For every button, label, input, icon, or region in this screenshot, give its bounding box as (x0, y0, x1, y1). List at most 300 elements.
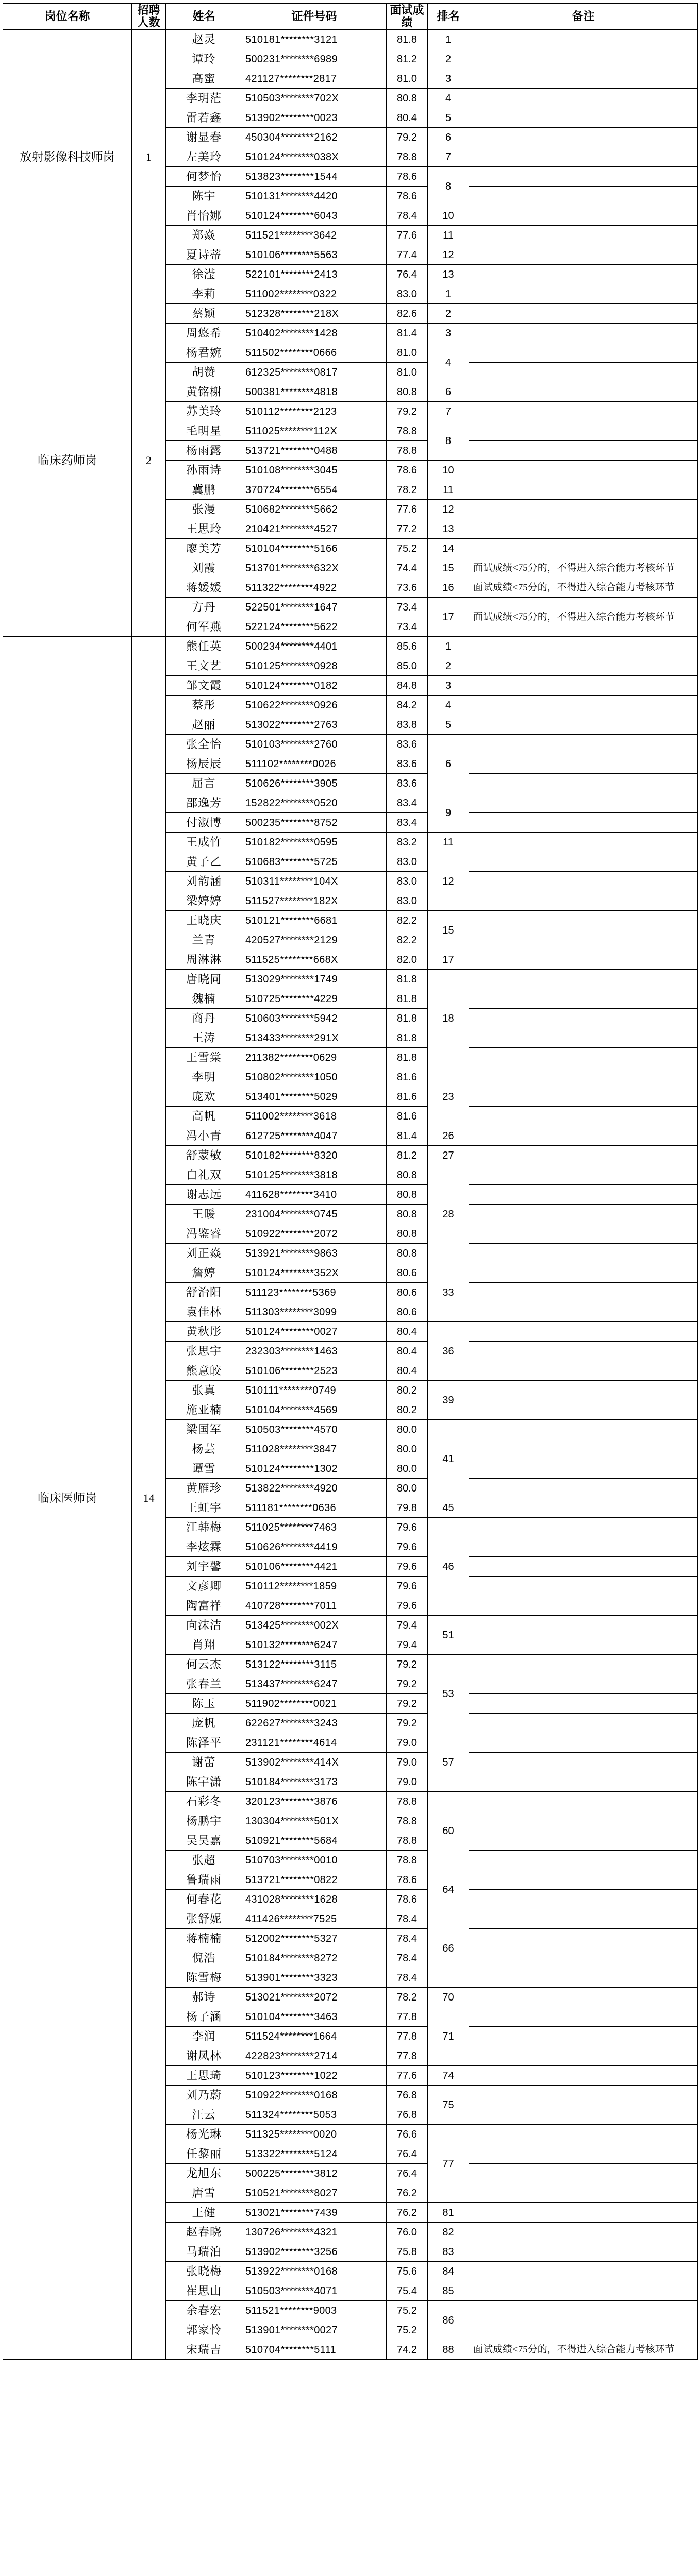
id-number-cell: 510704********5111 (242, 2340, 387, 2360)
rank-cell: 45 (428, 1498, 469, 1518)
candidate-name-cell: 庞欢 (166, 1087, 242, 1107)
candidate-name-cell: 黄铭榭 (166, 382, 242, 402)
interview-score-cell: 78.6 (387, 187, 428, 206)
rank-cell: 5 (428, 715, 469, 735)
id-number-cell: 510181********3121 (242, 30, 387, 49)
rank-cell: 10 (428, 206, 469, 226)
id-number-cell: 411426********7525 (242, 1909, 387, 1929)
interview-score-cell: 75.2 (387, 2301, 428, 2320)
id-number-cell: 510182********8320 (242, 1146, 387, 1165)
id-number-cell: 511181********0636 (242, 1498, 387, 1518)
candidate-name-cell: 屈言 (166, 774, 242, 793)
interview-score-cell: 75.2 (387, 2320, 428, 2340)
id-number-cell: 522124********5622 (242, 617, 387, 637)
id-number-cell: 231121********4614 (242, 1733, 387, 1753)
interview-score-cell: 80.8 (387, 1244, 428, 1263)
interview-score-cell: 76.6 (387, 2125, 428, 2144)
note-cell (469, 1322, 698, 1342)
interview-score-cell: 80.6 (387, 1263, 428, 1283)
id-number-cell: 510921********5684 (242, 1831, 387, 1851)
rank-cell: 3 (428, 324, 469, 343)
note-cell (469, 1616, 698, 1635)
note-cell (469, 1811, 698, 1831)
note-cell (469, 1948, 698, 1968)
id-number-cell: 510106********5563 (242, 245, 387, 265)
candidate-name-cell: 张真 (166, 1381, 242, 1400)
interview-score-cell: 79.6 (387, 1577, 428, 1596)
rank-cell: 15 (428, 558, 469, 578)
note-cell (469, 2183, 698, 2203)
interview-score-cell: 77.6 (387, 226, 428, 245)
note-cell (469, 1146, 698, 1165)
id-number-cell: 513823********1544 (242, 167, 387, 187)
id-number-cell: 510121********6681 (242, 911, 387, 930)
candidate-name-cell: 詹婷 (166, 1263, 242, 1283)
id-number-cell: 510503********4071 (242, 2281, 387, 2301)
candidate-name-cell: 黄子乙 (166, 852, 242, 872)
header-score: 面试成绩 (387, 4, 428, 30)
candidate-name-cell: 蒋媛媛 (166, 578, 242, 598)
candidate-name-cell: 梁婷婷 (166, 891, 242, 911)
note-cell (469, 167, 698, 187)
id-number-cell: 511322********4922 (242, 578, 387, 598)
candidate-name-cell: 谭雪 (166, 1459, 242, 1479)
interview-score-cell: 83.0 (387, 852, 428, 872)
candidate-name-cell: 刘宇馨 (166, 1557, 242, 1577)
candidate-name-cell: 杨光琳 (166, 2125, 242, 2144)
id-number-cell: 511502********0666 (242, 343, 387, 363)
id-number-cell: 510402********1428 (242, 324, 387, 343)
rank-cell: 82 (428, 2223, 469, 2242)
note-cell: 面试成绩<75分的，不得进入综合能力考核环节 (469, 2340, 698, 2360)
candidate-name-cell: 王文艺 (166, 656, 242, 676)
note-cell (469, 1772, 698, 1792)
candidate-name-cell: 杨芸 (166, 1439, 242, 1459)
candidate-name-cell: 谭玲 (166, 49, 242, 69)
interview-score-cell: 77.8 (387, 2007, 428, 2027)
note-cell (469, 1518, 698, 1537)
note-cell (469, 1420, 698, 1439)
note-cell: 面试成绩<75分的，不得进入综合能力考核环节 (469, 598, 698, 637)
note-cell (469, 1635, 698, 1655)
interview-score-cell: 78.8 (387, 421, 428, 441)
note-cell (469, 950, 698, 970)
id-number-cell: 511123********5369 (242, 1283, 387, 1302)
interview-score-cell: 75.2 (387, 539, 428, 558)
interview-score-cell: 76.2 (387, 2183, 428, 2203)
interview-score-cell: 79.2 (387, 128, 428, 147)
note-cell: 面试成绩<75分的，不得进入综合能力考核环节 (469, 558, 698, 578)
interview-score-cell: 81.0 (387, 363, 428, 382)
id-number-cell: 510503********702X (242, 89, 387, 108)
note-cell (469, 2144, 698, 2164)
interview-score-cell: 77.4 (387, 245, 428, 265)
interview-score-cell: 81.4 (387, 324, 428, 343)
id-number-cell: 510626********4419 (242, 1537, 387, 1557)
note-cell (469, 1714, 698, 1733)
rank-cell: 10 (428, 461, 469, 480)
interview-score-cell: 83.4 (387, 813, 428, 833)
id-number-cell: 421127********2817 (242, 69, 387, 89)
interview-score-cell: 83.6 (387, 754, 428, 774)
id-number-cell: 450304********2162 (242, 128, 387, 147)
note-cell (469, 696, 698, 715)
candidate-name-cell: 魏楠 (166, 989, 242, 1009)
candidate-name-cell: 刘霞 (166, 558, 242, 578)
candidate-name-cell: 兰青 (166, 930, 242, 950)
note-cell: 面试成绩<75分的，不得进入综合能力考核环节 (469, 578, 698, 598)
rank-cell: 83 (428, 2242, 469, 2262)
rank-cell: 8 (428, 421, 469, 461)
id-number-cell: 511025********7463 (242, 1518, 387, 1537)
interview-score-cell: 78.8 (387, 1792, 428, 1811)
candidate-name-cell: 赵春晓 (166, 2223, 242, 2242)
id-number-cell: 511527********182X (242, 891, 387, 911)
candidate-name-cell: 陶富祥 (166, 1596, 242, 1616)
candidate-name-cell: 郝诗 (166, 1988, 242, 2007)
note-cell (469, 1831, 698, 1851)
interview-results-table (3, 3, 698, 2360)
note-cell (469, 1479, 698, 1498)
candidate-name-cell: 舒治阳 (166, 1283, 242, 1302)
note-cell (469, 1694, 698, 1714)
note-cell (469, 1498, 698, 1518)
note-cell (469, 1988, 698, 2007)
interview-score-cell: 75.8 (387, 2242, 428, 2262)
candidate-name-cell: 高蜜 (166, 69, 242, 89)
candidate-name-cell: 何云杰 (166, 1655, 242, 1674)
rank-cell: 1 (428, 284, 469, 304)
interview-score-cell: 80.2 (387, 1381, 428, 1400)
id-number-cell: 130726********4321 (242, 2223, 387, 2242)
candidate-name-cell: 倪浩 (166, 1948, 242, 1968)
candidate-name-cell: 赵丽 (166, 715, 242, 735)
note-cell (469, 519, 698, 539)
candidate-name-cell: 王思琦 (166, 2066, 242, 2086)
interview-score-cell: 79.2 (387, 1694, 428, 1714)
candidate-name-cell: 冯小青 (166, 1126, 242, 1146)
interview-score-cell: 78.4 (387, 1929, 428, 1948)
id-number-cell: 510124********0027 (242, 1322, 387, 1342)
note-cell (469, 461, 698, 480)
interview-score-cell: 80.4 (387, 1322, 428, 1342)
interview-score-cell: 79.4 (387, 1635, 428, 1655)
candidate-name-cell: 舒蒙敏 (166, 1146, 242, 1165)
note-cell (469, 852, 698, 872)
candidate-name-cell: 肖翔 (166, 1635, 242, 1655)
header-note: 备注 (469, 4, 698, 30)
note-cell (469, 1028, 698, 1048)
candidate-name-cell: 王雪棠 (166, 1048, 242, 1067)
interview-score-cell: 80.2 (387, 1400, 428, 1420)
candidate-name-cell: 唐雪 (166, 2183, 242, 2203)
candidate-name-cell: 邹文霞 (166, 676, 242, 696)
interview-score-cell: 79.6 (387, 1518, 428, 1537)
candidate-name-cell: 熊任英 (166, 637, 242, 656)
header-name: 姓名 (166, 4, 242, 30)
id-number-cell: 510682********5662 (242, 500, 387, 519)
id-number-cell: 231004********0745 (242, 1205, 387, 1224)
id-number-cell: 510124********352X (242, 1263, 387, 1283)
note-cell (469, 1909, 698, 1929)
id-number-cell: 510503********4570 (242, 1420, 387, 1439)
id-number-cell: 513401********5029 (242, 1087, 387, 1107)
candidate-name-cell: 蔡颖 (166, 304, 242, 324)
interview-score-cell: 83.4 (387, 793, 428, 813)
note-cell (469, 147, 698, 167)
note-cell (469, 2105, 698, 2125)
note-cell (469, 1753, 698, 1772)
rank-cell: 64 (428, 1870, 469, 1909)
note-cell (469, 1596, 698, 1616)
rank-cell: 7 (428, 402, 469, 421)
interview-score-cell: 81.8 (387, 989, 428, 1009)
note-cell (469, 304, 698, 324)
id-number-cell: 511524********1664 (242, 2027, 387, 2046)
rank-cell: 8 (428, 167, 469, 206)
rank-cell: 88 (428, 2340, 469, 2360)
note-cell (469, 265, 698, 284)
rank-cell: 13 (428, 265, 469, 284)
rank-cell: 3 (428, 676, 469, 696)
id-number-cell: 513701********632X (242, 558, 387, 578)
id-number-cell: 511325********0020 (242, 2125, 387, 2144)
rank-cell: 26 (428, 1126, 469, 1146)
id-number-cell: 500234********4401 (242, 637, 387, 656)
id-number-cell: 500225********3812 (242, 2164, 387, 2183)
id-number-cell: 510683********5725 (242, 852, 387, 872)
header-id-number: 证件号码 (242, 4, 387, 30)
note-cell (469, 1439, 698, 1459)
note-cell (469, 69, 698, 89)
candidate-name-cell: 刘韵涵 (166, 872, 242, 891)
interview-score-cell: 81.8 (387, 1028, 428, 1048)
interview-score-cell: 77.6 (387, 2066, 428, 2086)
rank-cell: 5 (428, 108, 469, 128)
rank-cell: 1 (428, 30, 469, 49)
rank-cell: 33 (428, 1263, 469, 1322)
candidate-name-cell: 雷若鑫 (166, 108, 242, 128)
interview-score-cell: 80.0 (387, 1479, 428, 1498)
id-number-cell: 513721********0488 (242, 441, 387, 461)
id-number-cell: 510922********2072 (242, 1224, 387, 1244)
interview-score-cell: 78.6 (387, 461, 428, 480)
id-number-cell: 500235********8752 (242, 813, 387, 833)
interview-score-cell: 76.8 (387, 2086, 428, 2105)
candidate-name-cell: 冯鉴睿 (166, 1224, 242, 1244)
candidate-name-cell: 杨鹏宇 (166, 1811, 242, 1831)
candidate-name-cell: 陈泽平 (166, 1733, 242, 1753)
id-number-cell: 431028********1628 (242, 1890, 387, 1909)
id-number-cell: 513902********0023 (242, 108, 387, 128)
interview-score-cell: 73.4 (387, 617, 428, 637)
interview-score-cell: 79.2 (387, 1674, 428, 1694)
id-number-cell: 500381********4818 (242, 382, 387, 402)
id-number-cell: 513425********002X (242, 1616, 387, 1635)
interview-score-cell: 78.4 (387, 206, 428, 226)
note-cell (469, 480, 698, 500)
interview-score-cell: 80.0 (387, 1420, 428, 1439)
header-row (3, 4, 698, 30)
id-number-cell: 512002********5327 (242, 1929, 387, 1948)
rank-cell: 23 (428, 1067, 469, 1126)
note-cell (469, 1968, 698, 1988)
interview-score-cell: 80.4 (387, 1342, 428, 1361)
id-number-cell: 510104********3463 (242, 2007, 387, 2027)
rank-cell: 6 (428, 128, 469, 147)
id-number-cell: 511002********0322 (242, 284, 387, 304)
interview-score-cell: 76.4 (387, 265, 428, 284)
id-number-cell: 510725********4229 (242, 989, 387, 1009)
interview-score-cell: 75.4 (387, 2281, 428, 2301)
candidate-name-cell: 庞帆 (166, 1714, 242, 1733)
interview-score-cell: 83.8 (387, 715, 428, 735)
rank-cell: 39 (428, 1381, 469, 1420)
candidate-name-cell: 王涛 (166, 1028, 242, 1048)
header-rank: 排名 (428, 4, 469, 30)
interview-score-cell: 81.8 (387, 30, 428, 49)
interview-score-cell: 83.6 (387, 774, 428, 793)
note-cell (469, 2007, 698, 2027)
candidate-name-cell: 李润 (166, 2027, 242, 2046)
id-number-cell: 510182********0595 (242, 833, 387, 852)
rank-cell: 11 (428, 480, 469, 500)
interview-score-cell: 78.4 (387, 1948, 428, 1968)
id-number-cell: 510521********8027 (242, 2183, 387, 2203)
candidate-name-cell: 杨雨露 (166, 441, 242, 461)
id-number-cell: 510125********3818 (242, 1165, 387, 1185)
id-number-cell: 622627********3243 (242, 1714, 387, 1733)
note-cell (469, 774, 698, 793)
candidate-name-cell: 石彩冬 (166, 1792, 242, 1811)
interview-score-cell: 78.8 (387, 1831, 428, 1851)
id-number-cell: 511303********3099 (242, 1302, 387, 1322)
interview-score-cell: 80.0 (387, 1459, 428, 1479)
id-number-cell: 510703********0010 (242, 1851, 387, 1870)
candidate-name-cell: 蒋楠楠 (166, 1929, 242, 1948)
interview-score-cell: 77.8 (387, 2027, 428, 2046)
id-number-cell: 420527********2129 (242, 930, 387, 950)
note-cell (469, 813, 698, 833)
interview-score-cell: 81.2 (387, 49, 428, 69)
interview-score-cell: 76.4 (387, 2164, 428, 2183)
candidate-name-cell: 杨辰辰 (166, 754, 242, 774)
rank-cell: 77 (428, 2125, 469, 2203)
rank-cell: 4 (428, 696, 469, 715)
id-number-cell: 370724********6554 (242, 480, 387, 500)
id-number-cell: 510104********5166 (242, 539, 387, 558)
note-cell (469, 637, 698, 656)
candidate-name-cell: 周悠希 (166, 324, 242, 343)
candidate-name-cell: 熊意皎 (166, 1361, 242, 1381)
interview-score-cell: 74.4 (387, 558, 428, 578)
rank-cell: 2 (428, 656, 469, 676)
note-cell (469, 1009, 698, 1028)
interview-score-cell: 81.8 (387, 1048, 428, 1067)
table-row (3, 30, 698, 49)
interview-score-cell: 82.0 (387, 950, 428, 970)
note-cell (469, 1205, 698, 1224)
rank-cell: 16 (428, 578, 469, 598)
id-number-cell: 510922********0168 (242, 2086, 387, 2105)
id-number-cell: 511028********3847 (242, 1439, 387, 1459)
id-number-cell: 612725********4047 (242, 1126, 387, 1146)
note-cell (469, 1185, 698, 1205)
rank-cell: 75 (428, 2086, 469, 2125)
rank-cell: 28 (428, 1165, 469, 1263)
id-number-cell: 152822********0520 (242, 793, 387, 813)
note-cell (469, 1283, 698, 1302)
id-number-cell: 513322********5124 (242, 2144, 387, 2164)
candidate-name-cell: 向沫洁 (166, 1616, 242, 1635)
interview-score-cell: 80.8 (387, 1165, 428, 1185)
rank-cell: 41 (428, 1420, 469, 1498)
candidate-name-cell: 施亚楠 (166, 1400, 242, 1420)
header-position: 岗位名称 (3, 4, 132, 30)
rank-cell: 13 (428, 519, 469, 539)
id-number-cell: 513721********0822 (242, 1870, 387, 1890)
rank-cell: 53 (428, 1655, 469, 1733)
note-cell (469, 1107, 698, 1126)
rank-cell: 9 (428, 793, 469, 833)
rank-cell: 27 (428, 1146, 469, 1165)
rank-cell: 12 (428, 852, 469, 911)
candidate-name-cell: 孙雨诗 (166, 461, 242, 480)
note-cell (469, 2281, 698, 2301)
interview-score-cell: 80.4 (387, 1361, 428, 1381)
note-cell (469, 1126, 698, 1146)
candidate-name-cell: 王思玲 (166, 519, 242, 539)
candidate-name-cell: 谢蕾 (166, 1753, 242, 1772)
interview-score-cell: 81.2 (387, 1146, 428, 1165)
candidate-name-cell: 黄秋彤 (166, 1322, 242, 1342)
note-cell (469, 2046, 698, 2066)
table-body (3, 30, 698, 2360)
id-number-cell: 510603********5942 (242, 1009, 387, 1028)
note-cell (469, 343, 698, 363)
note-cell (469, 1459, 698, 1479)
candidate-name-cell: 周淋淋 (166, 950, 242, 970)
note-cell (469, 833, 698, 852)
note-cell (469, 1870, 698, 1890)
note-cell (469, 1067, 698, 1087)
candidate-name-cell: 张舒妮 (166, 1909, 242, 1929)
note-cell (469, 1851, 698, 1870)
id-number-cell: 513822********4920 (242, 1479, 387, 1498)
note-cell (469, 735, 698, 754)
rank-cell: 46 (428, 1518, 469, 1616)
interview-score-cell: 73.6 (387, 578, 428, 598)
candidate-name-cell: 郑焱 (166, 226, 242, 245)
interview-score-cell: 81.8 (387, 970, 428, 989)
note-cell (469, 1577, 698, 1596)
id-number-cell: 410728********7011 (242, 1596, 387, 1616)
interview-score-cell: 78.6 (387, 167, 428, 187)
note-cell (469, 441, 698, 461)
id-number-cell: 510112********1859 (242, 1577, 387, 1596)
candidate-name-cell: 张超 (166, 1851, 242, 1870)
interview-score-cell: 79.0 (387, 1772, 428, 1792)
note-cell (469, 2301, 698, 2320)
rank-cell: 15 (428, 911, 469, 950)
candidate-name-cell: 吴昊嘉 (166, 1831, 242, 1851)
id-number-cell: 513021********2072 (242, 1988, 387, 2007)
quota-cell: 14 (132, 637, 166, 2360)
candidate-name-cell: 李明 (166, 1067, 242, 1087)
id-number-cell: 411628********3410 (242, 1185, 387, 1205)
interview-score-cell: 78.6 (387, 1870, 428, 1890)
candidate-name-cell: 刘正焱 (166, 1244, 242, 1263)
